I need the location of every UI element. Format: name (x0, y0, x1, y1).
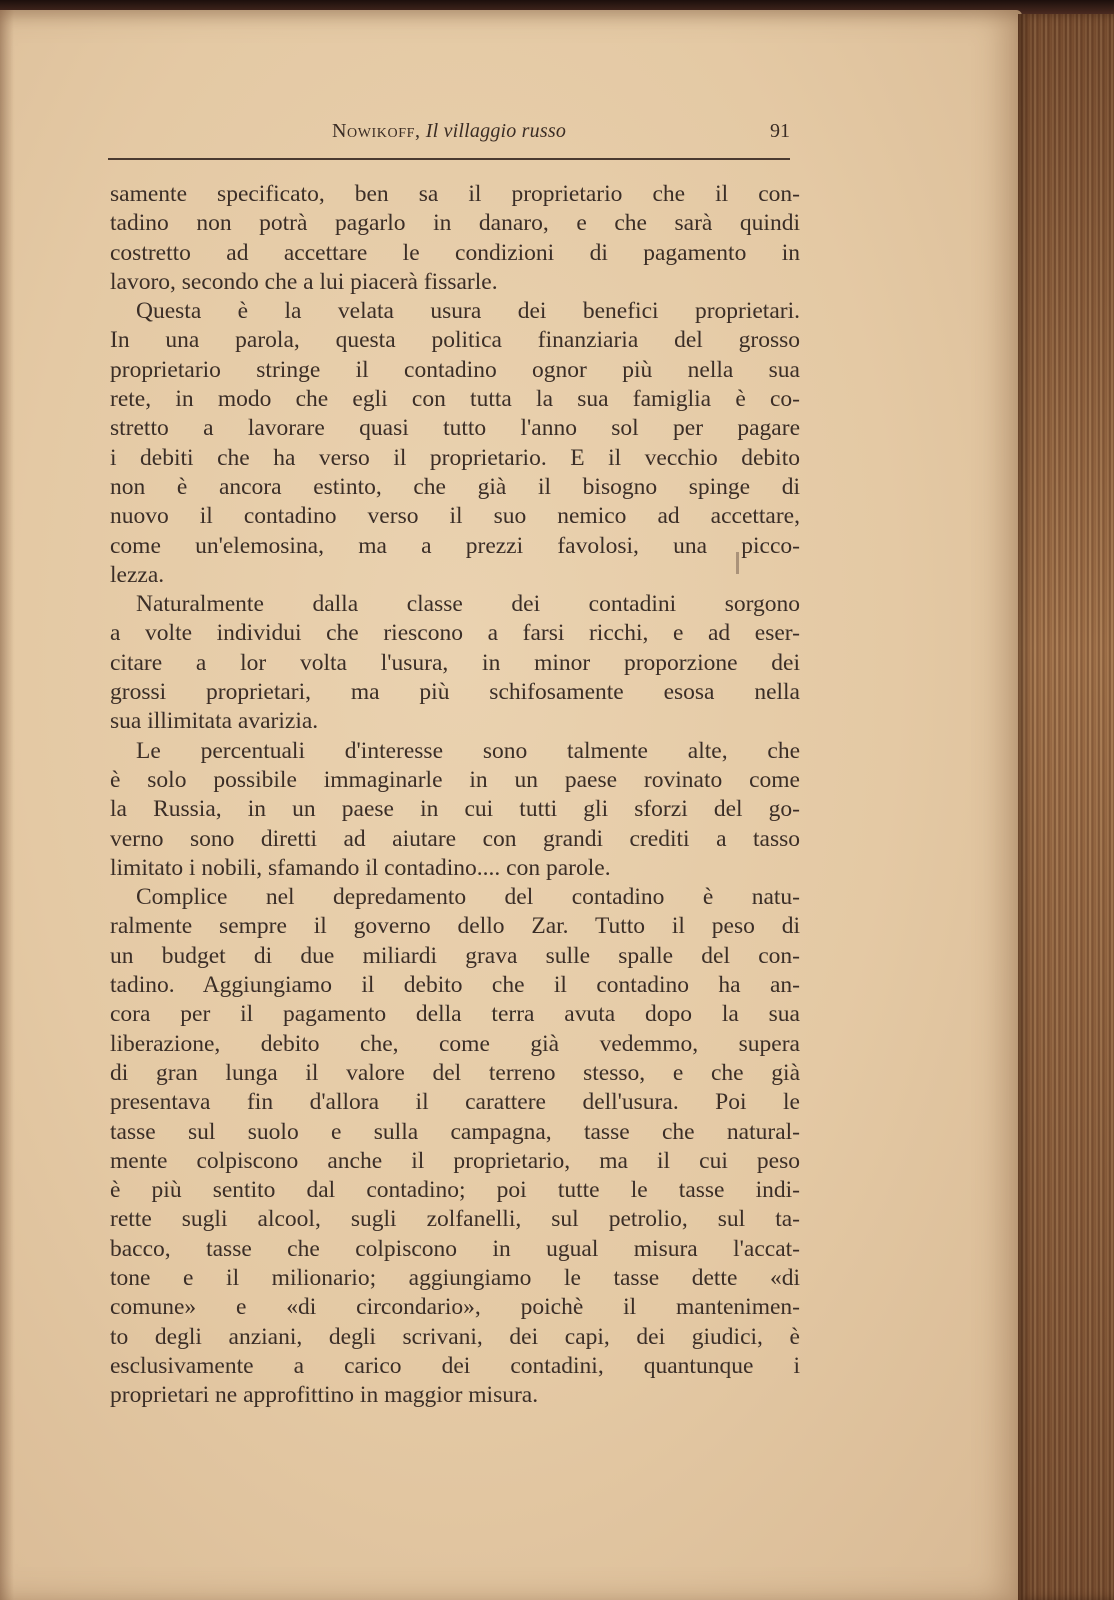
text-line: è solo possibile immaginarle in un paese rovinato come (110, 766, 800, 793)
text-line: a volte individui che riescono a farsi ricchi, e ad eser- (110, 620, 800, 647)
text-line: liberazione, debito che, come già vedemmo, supera (110, 1030, 800, 1057)
running-title (108, 120, 790, 143)
text-line: la Russia, in un paese in cui tutti gli sforzi del go- (110, 796, 800, 823)
text-line: tadino. Aggiungiamo il debito che il contadino ha an- (110, 972, 800, 999)
text-line: tasse sul suolo e sulla campagna, tasse che natural- (110, 1118, 800, 1145)
text-line: citare a lor volta l'usura, in minor proporzione dei (110, 649, 800, 676)
text-line: tone e il milionario; aggiungiamo le tasse dette «di (110, 1264, 800, 1291)
text-line: di gran lunga il valore del terreno stesso, e che già (110, 1059, 800, 1086)
text-line: tadino non potrà pagarlo in danaro, e che sarà quindi (110, 210, 800, 237)
text-line: lavoro, secondo che a lui piacerà fissarle. (110, 268, 498, 295)
text-line: comune» e «di circondario», poichè il mantenimen- (110, 1294, 800, 1321)
text-line: grossi proprietari, ma più schifosamente esosa nella (110, 679, 800, 706)
text-line: esclusivamente a carico dei contadini, quantunque i (110, 1352, 800, 1379)
text-line: verno sono diretti ad aiutare con grandi crediti a tasso (110, 825, 800, 852)
text-line: to degli anziani, degli scrivani, dei capi, dei giudici, è (110, 1323, 800, 1350)
page-number: 91 (770, 120, 790, 142)
text-line: nuovo il contadino verso il suo nemico ad accettare, (110, 503, 800, 530)
text-line: samente specificato, ben sa il proprietario che il con- (110, 181, 800, 207)
text-line: proprietari ne approfittino in maggior misura. (110, 1382, 539, 1409)
page-gutter-shadow (0, 10, 14, 1600)
text-line: costretto ad accettare le condizioni di pagamento in (110, 239, 800, 266)
body-text (110, 180, 800, 1410)
text-line: limitato i nobili, sfamando il contadino.... con parole. (110, 854, 611, 881)
text-line: ralmente sempre il governo dello Zar. Tutto il peso di (110, 913, 800, 940)
text-line: rete, in modo che egli con tutta la sua famiglia è co- (110, 386, 800, 413)
header-work-title: Il villaggio russo (425, 120, 567, 142)
text-line: sua illimitata avarizia. (110, 708, 319, 735)
text-line: è più sentito dal contadino; poi tutte le tasse indi- (110, 1177, 800, 1204)
text-line: un budget di due miliardi grava sulle spalle del con- (110, 942, 800, 969)
page-block-edges (1018, 14, 1114, 1600)
text-line: stretto a lavorare quasi tutto l'anno sol per pagare (110, 415, 800, 442)
header-rule (108, 158, 790, 160)
text-line: proprietario stringe il contadino ognor più nella sua (110, 356, 800, 383)
text-line: Le percentuali d'interesse sono talmente alte, che (136, 737, 800, 764)
text-line: Questa è la velata usura dei benefici proprietari. (136, 298, 800, 325)
text-line: lezza. (110, 561, 165, 588)
text-line: cora per il pagamento della terra avuta dopo la sua (110, 1001, 800, 1028)
ink-mark (736, 552, 739, 574)
text-line: rette sugli alcool, sugli zolfanelli, sul petrolio, sul ta- (110, 1206, 800, 1233)
text-line: Naturalmente dalla classe dei contadini sorgono (136, 591, 800, 618)
text-line: come un'elemosina, ma a prezzi favolosi, una picco- (110, 532, 800, 559)
text-line: presentava fin d'allora il carattere dell'usura. Poi le (110, 1089, 800, 1116)
text-line: bacco, tasse che colpiscono in ugual misura l'accat- (110, 1235, 800, 1262)
text-line: In una parola, questa politica finanziaria del grosso (110, 327, 800, 354)
text-line: mente colpiscono anche il proprietario, ma il cui peso (110, 1147, 800, 1174)
text-line: i debiti che ha verso il proprietario. E il vecchio debito (110, 444, 800, 471)
running-header (108, 112, 790, 152)
text-line: Complice nel depredamento del contadino è natu- (136, 884, 800, 911)
header-author: Nowikoff, (331, 120, 421, 142)
text-line: non è ancora estinto, che già il bisogno spinge di (110, 473, 800, 500)
